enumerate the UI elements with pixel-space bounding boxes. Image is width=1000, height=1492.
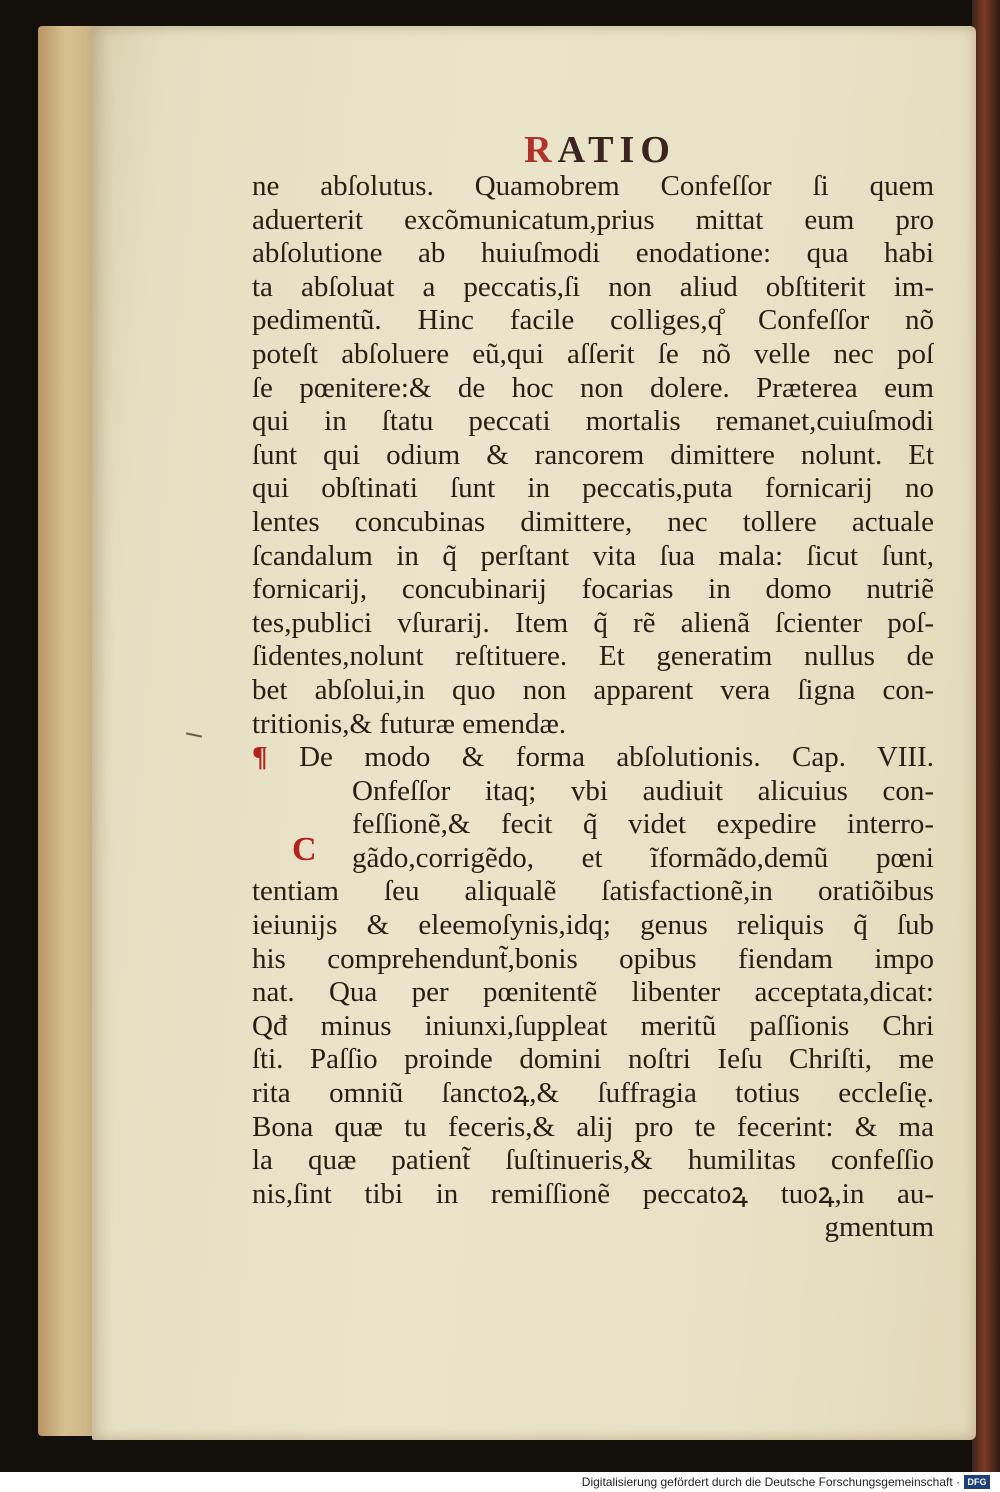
text-line: qui obſtinati ſunt in peccatis,puta fornicarij no — [252, 472, 934, 505]
text-line: ne abſolutus. Quamobrem Confeſſor ſi quem — [252, 170, 934, 202]
text-line: tes,publici vſurarij. Item q̃ rẽ alienã ſcienter poſ- — [252, 606, 934, 639]
text-line: bet abſolui,in quo non apparent vera ſigna con- — [252, 673, 934, 706]
paragraph-penance — [252, 875, 934, 1211]
text-line: ſcandalum in q̃ perſtant vita ſua mala: ſicut ſunt, — [252, 539, 934, 572]
text-line: lentes concubinas dimittere, nec tollere actuale — [252, 505, 934, 538]
running-head-initial: R — [524, 129, 558, 171]
text-line: ſe pœnitere:& de hoc non dolere. Præterea eum — [252, 371, 934, 404]
pilcrow-mark: ¶ — [252, 741, 268, 774]
text-line: Onfeſſor itaq; vbi audiuit alicuius con- — [352, 774, 934, 807]
book-spine-edge — [38, 26, 98, 1436]
text-line: his comprehendunt̃,bonis opibus fiendam impo — [252, 942, 934, 975]
footer-text: Digitalisierung gefördert durch die Deutsche Forschungsgemeinschaft · — [581, 1475, 960, 1489]
text-line: ſti. Paſſio proinde domini noſtri Ieſu Chriſti, me — [252, 1043, 934, 1076]
text-line: ta abſoluat a peccatis,ſi non aliud obſtiterit im- — [252, 270, 934, 303]
text-line: abſolutione ab huiuſmodi enodatione: qua habi — [252, 237, 934, 270]
text-line: fornicarij, concubinarij focarias in domo nutriẽ — [252, 573, 934, 606]
text-line: pedimentũ. Hinc facile colliges,q̊ Confeſſor nõ — [252, 304, 934, 337]
digitization-footer — [0, 1472, 1000, 1492]
text-line: la quæ patient̃ ſuſtinueris,& humilitas confeſſio — [252, 1144, 934, 1177]
chapter-heading — [252, 741, 934, 775]
drop-capital: C — [292, 830, 317, 868]
text-line: qui in ſtatu peccati mortalis remanet,cuiuſmodi — [252, 405, 934, 438]
text-line: ſunt qui odium & rancorem dimittere nolunt. Et — [252, 438, 934, 471]
running-head-rest: ATIO — [557, 129, 676, 171]
text-line: ieiunijs & eleemoſynis,idq; genus reliquis q̃ ſub — [252, 909, 934, 942]
text-line: Bona quæ tu feceris,& alij pro te fecerint: & ma — [252, 1110, 934, 1143]
text-line: ſidentes,nolunt reſtituere. Et generatim nullus de — [252, 640, 934, 673]
text-block — [252, 170, 934, 1245]
text-line: tritionis,& futuræ emendæ. — [252, 707, 567, 740]
dropcap-paragraph — [252, 775, 934, 876]
text-line: nat. Qua per pœnitentẽ libenter acceptata,dicat: — [252, 976, 934, 1009]
text-line: tentiam ſeu aliqualẽ ſatisfactionẽ,in oratiõibus — [252, 875, 934, 908]
text-line: poteſt abſoluere eũ,qui aſſerit ſe nõ velle nec poſ — [252, 337, 934, 370]
text-line: feſſionẽ,& fecit q̃ videt expedire interro- — [352, 808, 934, 841]
dfg-logo-badge: DFG — [964, 1475, 990, 1489]
running-head — [0, 128, 1000, 172]
text-line: nis,ſint tibi in remiſſionẽ peccatoꝝ tuoꝝ,in au- — [252, 1177, 934, 1210]
text-line: Qđ minus iniunxi,ſuppleat meritũ paſſionis Chri — [252, 1009, 934, 1042]
chapter-heading-text: De modo & forma abſolutionis. Cap. VIII. — [299, 741, 934, 774]
text-line: rita omniũ ſanctoꝝ,& ſuffragia totius eccleſię. — [252, 1077, 934, 1110]
catchword: gmentum — [824, 1211, 934, 1244]
text-line: gãdo,corrigẽdo, et ĩformãdo,demũ pœni — [352, 841, 934, 874]
adjacent-cover-edge — [972, 0, 1000, 1472]
paragraph-absolution — [252, 170, 934, 741]
text-line: aduerterit excõmunicatum,prius mittat eum pro — [252, 203, 934, 236]
